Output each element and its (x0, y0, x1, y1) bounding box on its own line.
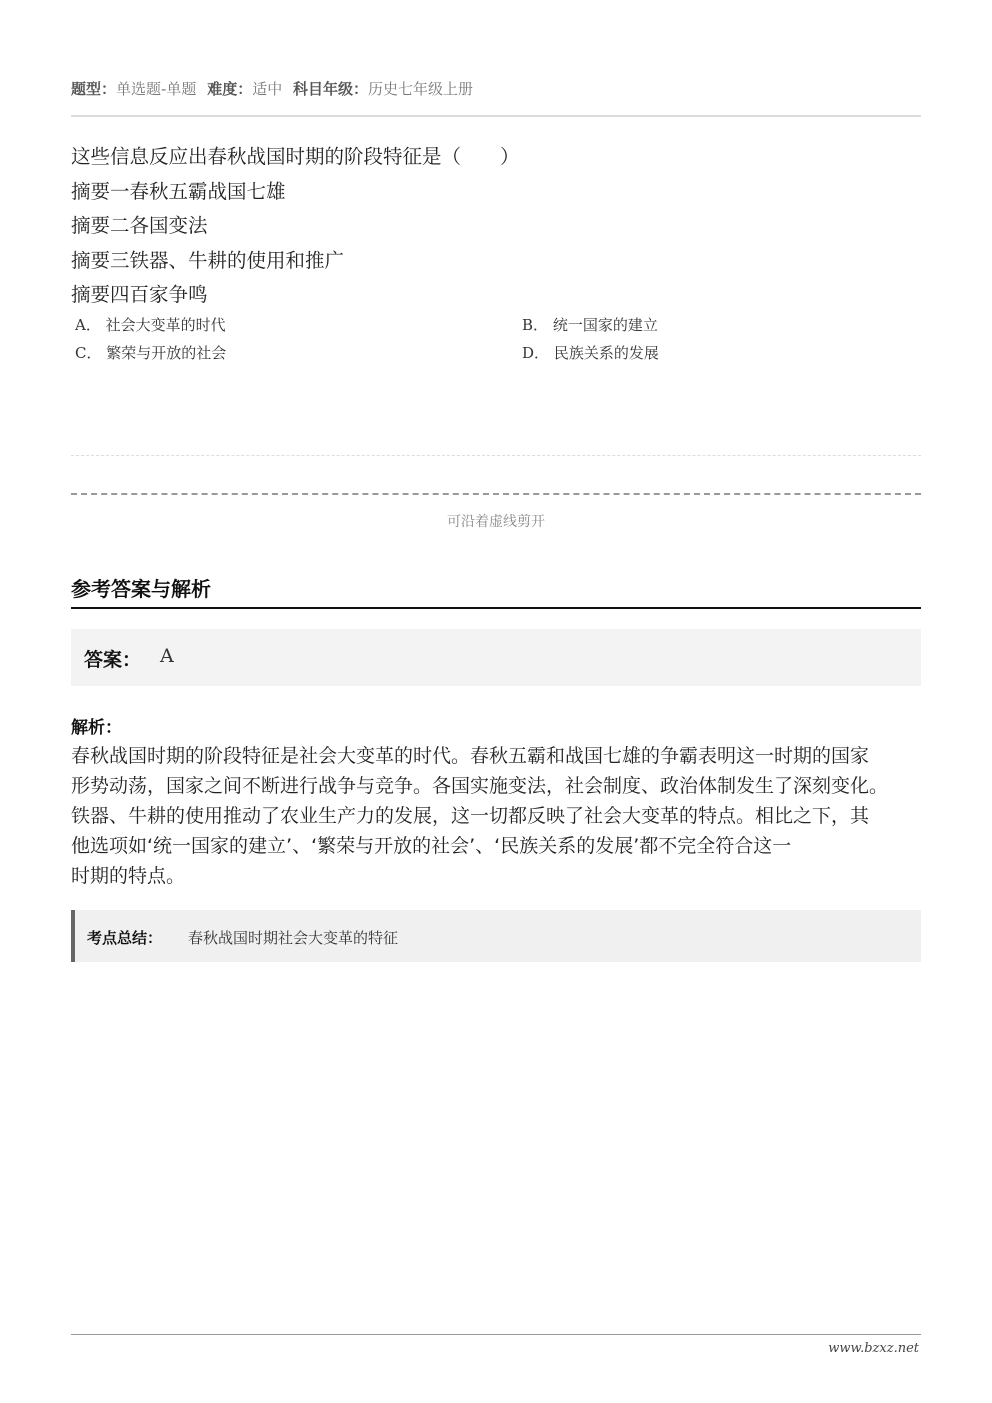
option-letter: D． (522, 344, 550, 362)
question-line: 摘要一春秋五霸战国七雄 (71, 179, 286, 203)
difficulty-label: 难度： (207, 80, 253, 98)
footer-site: www.bzxz.net (828, 1341, 919, 1356)
option-text: 民族关系的发展 (553, 344, 659, 362)
cut-dashed-line (71, 493, 921, 495)
type-value: 单选题-单题 (116, 80, 197, 98)
question-line: 摘要三铁器、牛耕的使用和推广 (71, 248, 345, 272)
question-meta (71, 78, 479, 99)
option-text: 繁荣与开放的社会 (106, 344, 227, 362)
answer-label: 答案： (84, 649, 142, 671)
difficulty-value: 适中 (252, 80, 283, 98)
analysis-label: 解析： (71, 718, 122, 738)
question-line: 这些信息反应出春秋战国时期的阶段特征是（ ） (71, 145, 520, 168)
option-d (522, 342, 659, 363)
option-text: 统一国家的建立 (552, 316, 658, 334)
question-line: 摘要四百家争鸣 (71, 283, 208, 306)
analysis-line: 他选项如‘统一国家的建立’、‘繁荣与开放的社会’、‘民族关系的发展’都不完全符合这一 (71, 835, 792, 857)
subject-value: 历史七年级上册 (368, 80, 474, 98)
analysis-line: 春秋战国时期的阶段特征是社会大变革的时代。春秋五霸和战国七雄的争霸表明这一时期的国家 (71, 745, 870, 767)
analysis-line: 铁器、牛耕的使用推动了农业生产力的发展，这一切都反映了社会大变革的特点。相比之下，其 (71, 805, 870, 827)
analysis-line: 时期的特点。 (71, 865, 186, 887)
analysis-line: 形势动荡，国家之间不断进行战争与竞争。各国实施变法，社会制度、政治体制发生了深刻变化。 (71, 775, 889, 797)
question-line: 摘要二各国变法 (71, 214, 208, 237)
answer-section-title: 参考答案与解析 (71, 577, 211, 601)
meta-divider (71, 115, 921, 117)
type-label: 题型： (71, 80, 117, 98)
answer-value: A (160, 645, 174, 667)
option-letter: C． (75, 344, 102, 362)
summary-value: 春秋战国时期社会大变革的特征 (188, 929, 399, 947)
answer-box (71, 629, 921, 686)
dashed-line-light (71, 455, 921, 456)
summary-label: 考点总结： (87, 929, 163, 947)
option-b (522, 314, 658, 335)
option-letter: B． (522, 316, 549, 334)
analysis-text (71, 741, 888, 891)
question-stem (71, 140, 520, 313)
subject-label: 科目年级： (293, 80, 369, 98)
answer-title-divider (71, 607, 921, 609)
option-text: 社会大变革的时代 (105, 316, 226, 334)
footer-divider (71, 1334, 921, 1335)
option-a (75, 314, 226, 335)
option-letter: A． (75, 316, 101, 334)
option-c (75, 342, 226, 363)
cut-hint: 可沿着虚线剪开 (447, 514, 545, 530)
